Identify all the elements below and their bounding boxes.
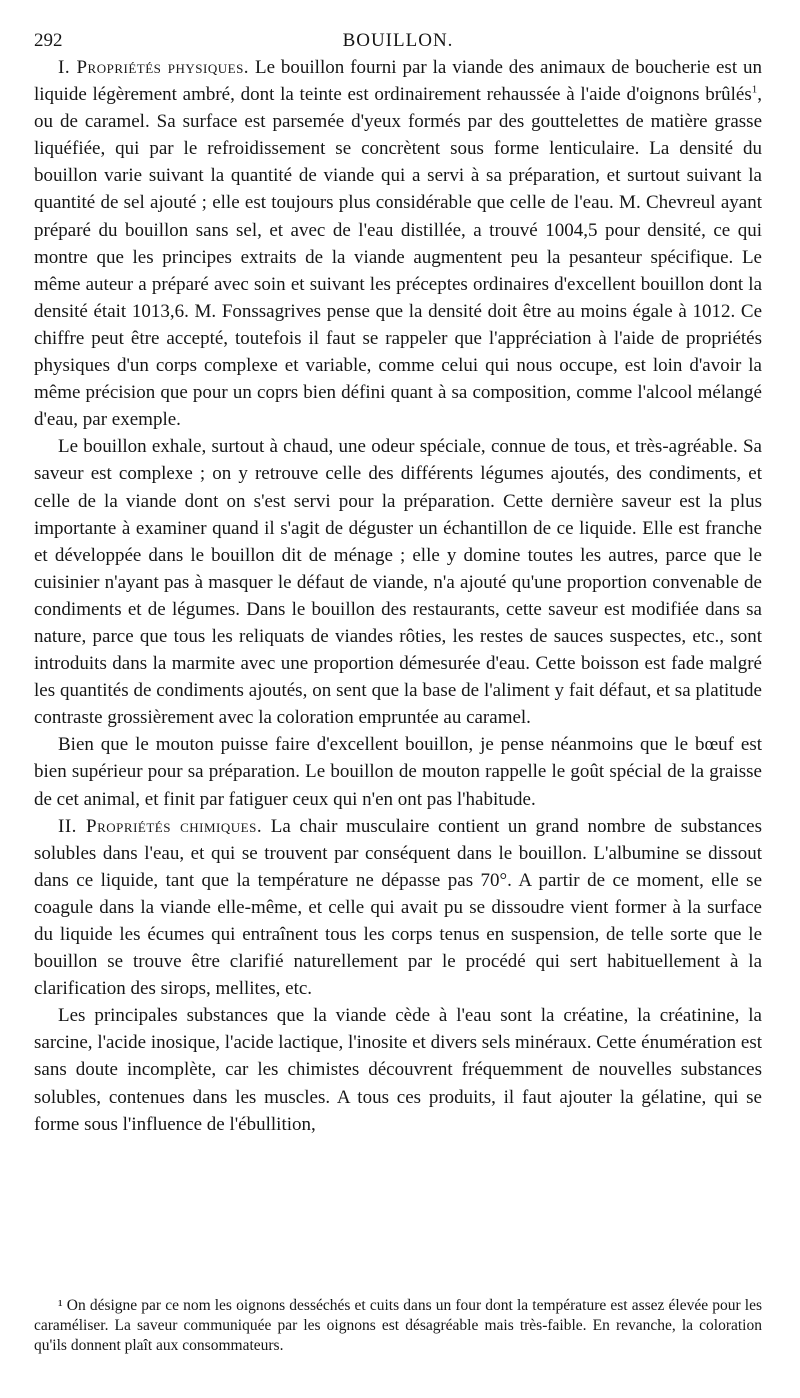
section-heading-physiques: I. Propriétés physiques.	[58, 57, 250, 78]
paragraph-text: La chair musculaire contient un grand nombre de substances solubles dans l'eau, et qui se trouvent par conséquent dans le bouillon. L'albumine se dissout dans ce liquide, tant que la température ne dépasse pas 70°. A partir de ce moment, elle se coagule dans la viande elle-même, et celle qui avait pu se dissoudre vient former à la surface du liquide les écumes qui entraînent tous les corps tenus en suspension, de telle sorte que le bouillon se trouve être clarifié naturellement par le procédé qui sert habituellement à la clarification des sirops, mellites, etc.	[34, 815, 762, 1000]
running-title: BOUILLON.	[342, 30, 454, 51]
page-header	[34, 14, 762, 54]
footnote	[34, 1296, 762, 1356]
paragraph-mouton: Bien que le mouton puisse faire d'excellent bouillon, je pense néanmoins que le bœuf est bien supérieur pour sa préparation. Le bouillon de mouton rappelle le goût spécial de la graisse de cet animal, et finit par fatiguer ceux qui n'en ont pas l'habitude.	[34, 734, 762, 810]
paragraph-odeur-saveur: Le bouillon exhale, surtout à chaud, une odeur spéciale, connue de tous, et très-agréable. Sa saveur est complexe ; on y retrouve celle des différents légumes ajoutés, des condiments, et celle de la viande dont on s'est servi pour la préparation. Cette dernière saveur est la plus importante à examiner quand il s'agit de déguster un échantillon de ce liquide. Elle est franche et développée dans le bouillon dit de ménage ; elle y domine toutes les autres, parce que le cuisinier n'ayant pas à masquer le défaut de viande, n'a ajouté qu'une proportion convenable de condiments et de légumes. Dans le bouillon des restaurants, cette saveur est modifiée dans sa nature, parce que tous les reliquats de viandes rôties, les restes de sauces suspectes, etc., sont introduits dans la marmite avec une proportion démesurée d'eau. Cette boisson est fade malgré les quantités de condiments ajoutés, on sent que la base de l'aliment y fait défaut, et sa platitude contraste grossièrement avec la coloration empruntée au caramel.	[34, 436, 762, 729]
footnote-text: On désigne par ce nom les oignons desséchés et cuits dans un four dont la température est assez élevée pour les caraméliser. La saveur communiquée par les oignons est désagréable mais très-faible. En revanche, la coloration qu'ils donnent plaît aux consommateurs.	[34, 1297, 762, 1354]
paragraph-text-continued: , ou de caramel. Sa surface est parsemée d'yeux formés par des gouttelettes de matière grasse liquéfiée, qui par le refroidissement se concrètent sous forme lenticulaire. La densité du bouillon varie suivant la quantité de viande qui a servi à sa préparation, et surtout suivant la quantité de sel ajouté ; elle est toujours plus considérable que celle de l'eau. M. Chevreul ayant préparé du bouillon sans sel, et avec de l'eau distillée, a trouvé 1004,5 pour densité, ce qui montre que les principes extraits de la viande augmentent peu la pesanteur spécifique. Le même auteur a préparé avec soin et suivant les préceptes ordinaires d'excellent bouillon dont la densité était 1013,6. M. Fonssagrives pense que la densité doit être au moins égale à 1012. Ce chiffre peut être accepté, toutefois il faut se rappeler que l'appréciation à l'aide de propriétés physiques d'un corps complexe et variable, comme celui qui nous occupe, est loin d'avoir la même précision que pour un coprs bien défini quant à sa composition, comme l'alcool mélangé d'eau, par exemple.	[34, 84, 762, 431]
body-text	[34, 54, 762, 1138]
section-heading-chimiques: II. Propriétés chimiques.	[58, 815, 263, 837]
paragraph-text: Le bouillon fourni par la viande des animaux de boucherie est un liquide légèrement ambré, dont la teinte est ordinairement rehaussée à l'aide d'oignons brûlés	[34, 57, 763, 106]
page-number: 292	[34, 30, 63, 51]
paragraph-proprietes-chimiques	[34, 813, 762, 1003]
footnote-reference: 1	[751, 83, 758, 96]
footnote-marker: ¹	[58, 1297, 63, 1314]
paragraph-substances: Les principales substances que la viande cède à l'eau sont la créatine, la créatinine, la sarcine, l'acide inosique, l'acide lactique, l'inosite et divers sels minéraux. Cette énumération est sans doute incomplète, car les chimistes découvrent fréquemment de nouvelles substances solubles, contenues dans les muscles. A tous ces produits, il faut ajouter la gélatine, qui se forme sous l'influence de l'ébullition,	[34, 1005, 762, 1135]
paragraph-proprietes-physiques	[34, 54, 762, 433]
